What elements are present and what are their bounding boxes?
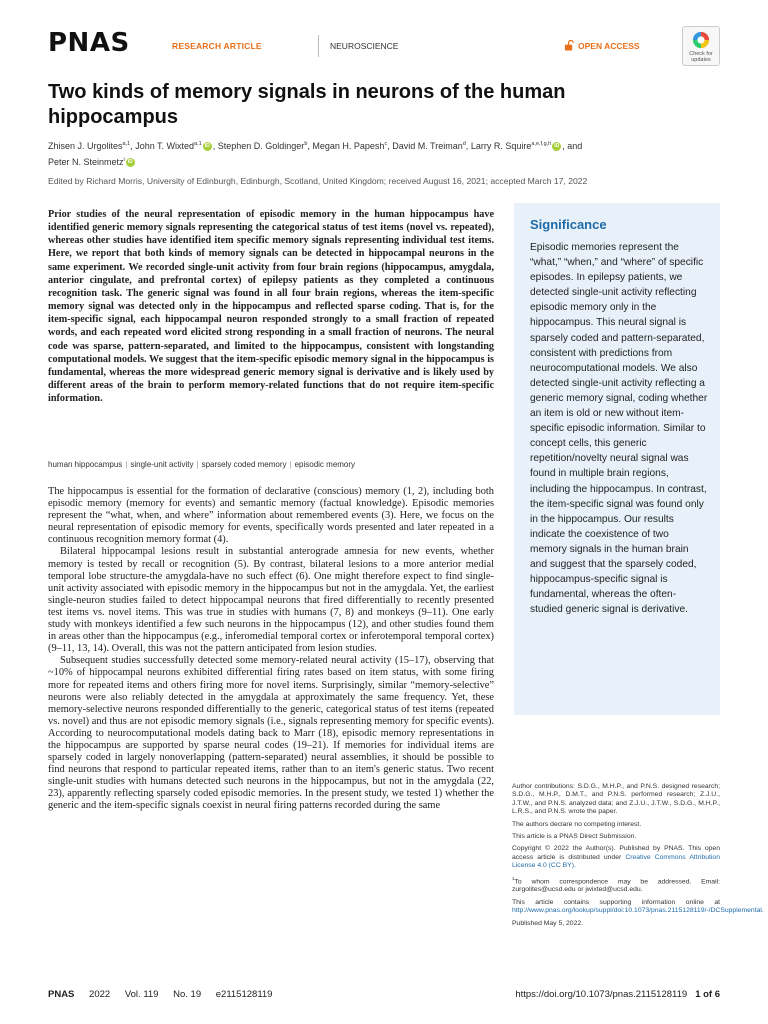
keyword[interactable]: episodic memory: [294, 460, 356, 469]
keyword[interactable]: human hippocampus: [48, 460, 123, 469]
check-updates-text: Check for updates: [689, 51, 713, 63]
correspondence-marker: 1: [512, 875, 515, 881]
abstract: Prior studies of the neural representation of episodic memory in the human hippocampus have identified generic memory signals representing the categorical status of test items (novel vs. repeated), whereas other studies have identified item specific memory signals representing individual test items. Here, we report that both kinds of memory signals can be detected in hippocampal neurons in the same experiment. We recorded single-unit activity from four brain regions (hippocampus, amygdala, anterior cingulate, and prefrontal cortex) of epilepsy patients as they completed a continuous recognition task. The generic signal was found in all four brain regions, whereas the item-specific memory signal was detected only in the hippocampus and reflected sparse coding. That is, for the item-specific signal, each hippocampal neuron responded strongly to a small fraction of repeated words, and each repeated word elicited strong responding in a small fraction of neurons. The neural code was sparse, pattern-separated, and limited to the hippocampus, consistent with longstanding computational models. We suggest that the item-specific episodic memory signal in the hippocampus is fundamental, whereas the more widespread generic memory signal is derivative and is likely used by different areas of the brain to perform memory-related functions that do not require item-specific information.: [48, 209, 494, 405]
author-affiliation: a,e,f,g,h: [531, 141, 552, 147]
author-name[interactable]: John T. Wixted: [135, 141, 195, 151]
orcid-icon[interactable]: iD: [204, 143, 210, 150]
keyword-separator: |: [196, 460, 199, 469]
orcid-icon[interactable]: iD: [554, 143, 560, 150]
footer-volume: Vol. 119: [124, 989, 159, 1000]
correspondence-text: To whom correspondence may be addressed. Email: zurgolites@ucsd.edu or jwixted@ucsd.edu.: [512, 877, 720, 894]
check-updates-icon: [692, 31, 710, 49]
keyword-separator: |: [289, 460, 292, 469]
published-date: Published May 5, 2022.: [512, 919, 584, 927]
supporting-link[interactable]: http://www.pnas.org/lookup/suppl/doi:10.1073/pnas.2115128119/-/DCSupplemental.: [512, 907, 764, 915]
footer-number: No. 19: [173, 989, 202, 1000]
author-name[interactable]: Megan H. Papesh: [312, 141, 385, 151]
footer-year: 2022: [89, 989, 111, 1000]
footer-journal: PNAS: [48, 989, 75, 1000]
footer-right: [515, 989, 720, 1000]
author-affiliation: a,1: [194, 141, 202, 147]
significance-text: Episodic memories represent the “what,” “when,” and “where” of specific episodes. In epilepsy patients, we detected single-unit activity reflecting episodic memory only in the hippocampus. This neural signal is sparsely coded and pattern-separated, consistent with predictions from neurocomputational models. We also detected single-unit activity reflecting a generic memory signal, coding whether an item is old or new without item-specific episodic information. Similar to concept cells, this generic repetition/novelty neural signal was found in multiple brain regions, including the hippocampus. In contrast, the item-specific signal was found only in the hippocampus. Our results indicate the coexistence of two memory signals in the human brain and suggest that the sparsely coded, hippocampus-specific signal is fundamental, whereas the often-studied generic signal is derivative.: [530, 242, 708, 616]
main-body-text: [48, 486, 494, 813]
footer-article-id: e2115128119: [215, 989, 273, 1000]
author-entry: [48, 141, 130, 151]
footer-page-number: 1 of 6: [695, 989, 720, 1000]
author-list: Zhisen J. Urgolites$^{a,1}$, John T. Wixted$^{a,1}$ iD , Stephen D. Goldinger$^b$, Megan H. Papesh$^c$, David M. Treiman$^d$, Larry R. Squire$^{a,e,f,g,h}$ iD , and Peter N. Steinmetz$^i$ iD: [48, 141, 583, 167]
copyright-text: Copyright © 2022 the Author(s). Published by PNAS. This open access article is distributed under: [512, 845, 720, 861]
article-notes: [512, 783, 764, 932]
footer-citation: [48, 989, 284, 1000]
open-access-text: OPEN ACCESS: [578, 41, 640, 51]
author-entry: [312, 141, 387, 151]
page-footer: [48, 985, 720, 1005]
header-divider: [318, 35, 319, 57]
check-for-updates-button[interactable]: [682, 26, 720, 66]
author-entry: [218, 141, 308, 151]
article-type-label: RESEARCH ARTICLE: [172, 41, 262, 51]
author-affiliation: d: [462, 141, 466, 147]
author-contributions: Author contributions: S.D.G., M.H.P., and P.N.S. designed research; S.D.G., M.H.P., D.M.T., and P.N.S. performed research; Z.J.U., J.T.W., and P.N.S. analyzed data; and Z.J.U., J.T.W., S.D.G., M.H.P., L.R.S., and P.N.S. wrote the paper.: [512, 783, 720, 816]
body-paragraph-3: Subsequent studies successfully detected some memory-related neural activity (15–17), observing that ~10% of hippocampal neurons exhibited differential firing rates based on item status, with some firing more for repeated items and others firing more for novel items. Surprisingly, similar “memory-selective” neurons were also reliably detected in the amygdala at approximately the same frequency. Yet, these memory-selective neurons responded differentially to the generic, categorical status of test items (repeated vs. novel) and thus are not episodic memory signals (i.e., signals representing memory for specific events). According to neurocomputational models dating back to Marr (18), episodic memory representations in the hippocampus are supported by sparse neural codes (19–21). If memories for individual items are sparsely coded in largely nonoverlapping (pattern-separated) neural assemblies, it should be possible to find neurons that respond to particular repeated items, rather than to an item's generic status. Two recent single-unit studies with humans detected such neurons in the hippocampus, but not in the amygdala (22, 23), apparently reflecting sparsely coded episodic memories. In the present study, we tested 1) whether the generic and the item-specific signals coexist in neural firing patterns recorded during the same: [48, 655, 494, 812]
author-entry: [135, 141, 213, 151]
copyright-note: [512, 845, 720, 870]
page-header: [48, 24, 720, 64]
significance-box: [514, 203, 720, 715]
body-paragraph-2: Bilateral hippocampal lesions result in substantial anterograde amnesia for new events, whether memory is tested by recall or recognition (5). By contrast, bilateral lesions to a more anterior medial temporal lobe structure-the amygdala-have no such effect (6). One might therefore expect to find single-unit activity associated with episodic memory in the hippocampus but not in the amygdala. Yet, the earliest single-neuron studies failed to detect hippocampal neurons that fired differentially to recently presented test items vs. novel items. This was true in studies with humans (7, 8) and monkeys (9–11). One early study with monkeys identified a few such neurons in the hippocampus (12), and other studies found them in areas other than the hippocampus (e.g., inferomedial temporal cortex or inferotemporal temporal cortex) (9–11, 13, 14). Overall, this was not the pattern anticipated from lesion studies.: [48, 546, 494, 655]
author-affiliation: c: [384, 141, 388, 147]
open-lock-icon: [564, 40, 575, 51]
supporting-info-note: [512, 898, 764, 916]
open-access-label: [578, 41, 640, 51]
author-affiliation: b: [304, 141, 308, 147]
footer-doi-link[interactable]: https://doi.org/10.1073/pnas.2115128119: [515, 989, 688, 1000]
keywords: [48, 460, 494, 469]
supporting-text: This article contains supporting information online at: [512, 898, 720, 906]
significance-title: Significance: [530, 217, 607, 232]
edited-by-line: Edited by Richard Morris, University of Edinburgh, Edinburgh, Scotland, United Kingdom; received August 16, 2021; accepted March 17, 2022: [48, 176, 588, 186]
author-conjunction: and: [567, 141, 583, 151]
author-affiliation: i: [123, 157, 125, 163]
author-entry: [392, 141, 466, 151]
correspondence-note: [512, 875, 720, 895]
author-name[interactable]: Zhisen J. Urgolites: [48, 141, 123, 151]
body-paragraph-1: The hippocampus is essential for the formation of declarative (conscious) memory (1, 2), including both episodic memory (memory for events) and semantic memory (factual knowledge). Episodic memories represent the “what, when, and where” information about remembered events (3). Here, we focus on the neural representation of episodic memory for events, specifically words presented and later repeated in a continuous recognition memory format (4).: [48, 486, 494, 546]
author-entry: [48, 157, 136, 167]
subject-label: NEUROSCIENCE: [330, 41, 399, 51]
pnas-logo[interactable]: PNAS: [48, 28, 130, 58]
keyword[interactable]: sparsely coded memory: [201, 460, 287, 469]
author-affiliation: a,1: [122, 141, 131, 147]
author-name[interactable]: Stephen D. Goldinger: [217, 141, 305, 151]
keyword[interactable]: single-unit activity: [130, 460, 194, 469]
author-name[interactable]: Peter N. Steinmetz: [48, 157, 124, 167]
orcid-icon[interactable]: iD: [127, 159, 133, 166]
keyword-separator: |: [125, 460, 128, 469]
license-link[interactable]: Creative Commons Attribution License 4.0 (CC BY).: [512, 853, 720, 870]
author-entry: [471, 141, 562, 151]
direct-submission: This article is a PNAS Direct Submission.: [512, 833, 637, 841]
competing-interest: The authors declare no competing interest.: [512, 820, 642, 828]
author-name[interactable]: David M. Treiman: [392, 141, 463, 151]
article-title: Two kinds of memory signals in neurons of the human hippocampus: [48, 81, 566, 128]
author-name[interactable]: Larry R. Squire: [470, 141, 532, 151]
